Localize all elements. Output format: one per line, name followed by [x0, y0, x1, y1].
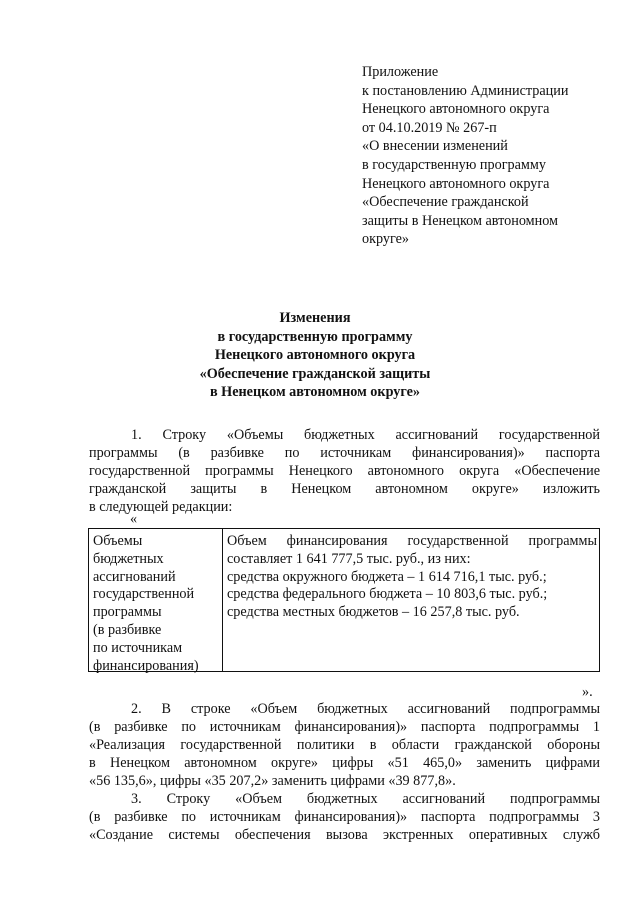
appendix-line: Приложение [362, 64, 439, 80]
title-line: в Ненецком автономном округе» [209, 384, 421, 401]
document-title [160, 309, 470, 402]
right-cell-line: Объем финансирования государственной программы [227, 533, 597, 549]
table-left-cell [93, 533, 221, 675]
item3-line: 3. Строку «Объем бюджетных ассигнований подпрограммы [131, 791, 600, 807]
item1-line: в следующей редакции: [89, 499, 233, 515]
left-cell-line: бюджетных [93, 550, 164, 567]
item1-line: 1. Строку «Объемы бюджетных ассигнований государственной [131, 427, 600, 443]
item2-line: 2. В строке «Объем бюджетных ассигнований подпрограммы [131, 701, 600, 717]
title-line: «Обеспечение гражданской защиты [199, 365, 431, 382]
item2-line: «Реализация государственной политики в области гражданской обороны [89, 737, 600, 753]
appendix-line: «Обеспечение гражданской [362, 194, 529, 211]
appendix-line: от 04.10.2019 № 267-п [362, 119, 497, 136]
quote-open-mark: « [130, 511, 138, 527]
item2-line: «56 135,6», цифры «35 207,2» заменить цифрами «39 877,8». [89, 773, 456, 789]
quote-close-mark: ». [582, 684, 593, 700]
appendix-line: Ненецкого автономного округа [362, 101, 550, 118]
appendix-header [362, 63, 622, 249]
appendix-line: защиты в Ненецком автономном [362, 212, 559, 229]
left-cell-line: финансирования) [93, 657, 199, 674]
appendix-line: округе» [362, 231, 410, 248]
title-line: Ненецкого автономного округа [214, 347, 416, 364]
appendix-line: в государственную программу [362, 156, 546, 173]
item3-line: «Создание системы обеспечения вызова экстренных оперативных служб [89, 827, 600, 843]
table-column-divider [222, 529, 223, 671]
item2-line: в Ненецком автономном округе» цифры «51 465,0» заменить цифрами [89, 755, 600, 771]
table-right-cell [227, 533, 597, 622]
item2-line: (в разбивке по источникам финансирования)» паспорта подпрограммы 1 [89, 719, 600, 735]
right-cell-line: средства федерального бюджета – 10 803,6 тыс. руб.; [227, 586, 548, 603]
left-cell-line: (в разбивке [93, 621, 162, 638]
item1-line: государственной программы Ненецкого автономного округа «Обеспечение [89, 463, 600, 479]
left-cell-line: ассигнований [93, 568, 176, 585]
left-cell-line: государственной [93, 586, 195, 603]
appendix-line: к постановлению Администрации [362, 82, 569, 99]
item3-line: (в разбивке по источникам финансирования)» паспорта подпрограммы 3 [89, 809, 600, 825]
title-line: Изменения [279, 310, 351, 326]
item1-line: программы (в разбивке по источникам финансирования)» паспорта [89, 445, 600, 461]
appendix-line: Ненецкого автономного округа [362, 175, 550, 192]
title-line: в государственную программу [217, 328, 413, 345]
left-cell-line: Объемы [93, 533, 143, 549]
right-cell-line: средства окружного бюджета – 1 614 716,1 тыс. руб.; [227, 568, 547, 585]
left-cell-line: программы [93, 604, 162, 621]
item1-line: гражданской защиты в Ненецком автономном округе» изложить [89, 481, 600, 497]
left-cell-line: по источникам [93, 639, 183, 656]
financing-table [88, 528, 600, 672]
appendix-line: «О внесении изменений [362, 138, 508, 155]
right-cell-line: средства местных бюджетов – 16 257,8 тыс. руб. [227, 604, 520, 621]
right-cell-line: составляет 1 641 777,5 тыс. руб., из них: [227, 550, 471, 567]
